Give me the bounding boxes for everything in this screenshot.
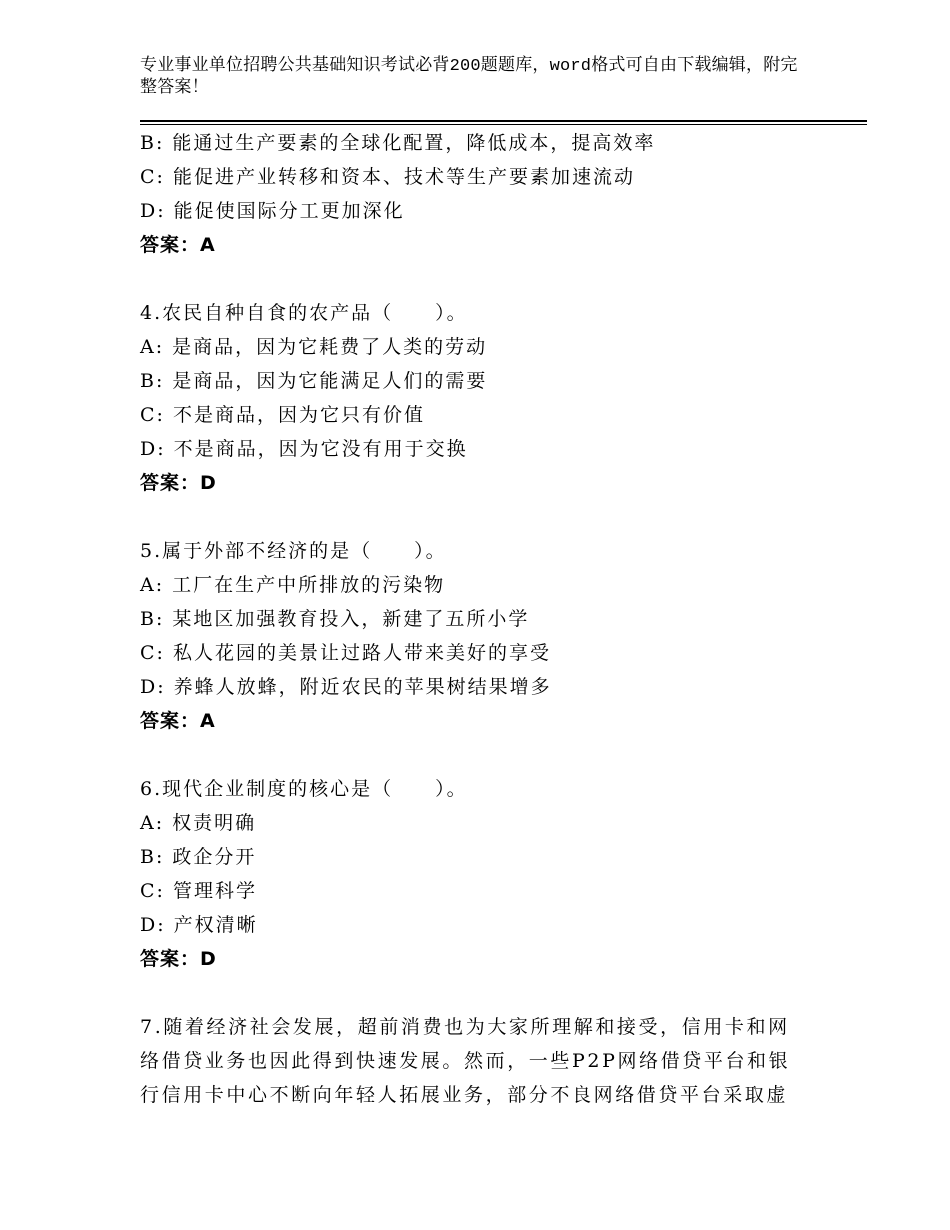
option-c: C: 能促进产业转移和资本、技术等生产要素加速流动 <box>140 166 635 188</box>
answer-label: 答案：A <box>140 710 216 732</box>
question-stem: 7.随着经济社会发展，超前消费也为大家所理解和接受，信用卡和网络借贷业务也因此得到快速发展。然而，一些P2P网络借贷平台和银行信用卡中心不断向年轻人拓展业务，部分不良网络借贷平台采取虚 <box>140 1016 791 1106</box>
option-d: D: 养蜂人放蜂，附近农民的苹果树结果增多 <box>140 676 552 698</box>
option-d: D: 不是商品，因为它没有用于交换 <box>140 438 468 460</box>
option-a: A: 工厂在生产中所排放的污染物 <box>140 574 446 596</box>
answer-label: 答案：D <box>140 948 217 970</box>
answer-label: 答案：D <box>140 472 217 494</box>
option-a: A: 权责明确 <box>140 812 257 834</box>
header-text: 专业事业单位招聘公共基础知识考试必背200题题库，word格式可自由下载编辑，附完整答案！ <box>140 57 798 98</box>
question-7 <box>140 1010 810 1112</box>
question-6 <box>140 772 810 976</box>
spacer <box>140 738 810 772</box>
question-stem: 5.属于外部不经济的是（ ）。 <box>140 540 447 562</box>
header-rule-thick <box>140 120 867 122</box>
option-a: A: 是商品，因为它耗费了人类的劳动 <box>140 336 488 358</box>
option-d: D: 能促使国际分工更加深化 <box>140 200 405 222</box>
option-b: B: 某地区加强教育投入，新建了五所小学 <box>140 608 530 630</box>
option-b: B: 能通过生产要素的全球化配置，降低成本，提高效率 <box>140 132 656 154</box>
answer-label: 答案：A <box>140 234 216 256</box>
option-c: C: 私人花园的美景让过路人带来美好的享受 <box>140 642 551 664</box>
question-stem: 6.现代企业制度的核心是（ ）。 <box>140 778 468 800</box>
option-c: C: 管理科学 <box>140 880 257 902</box>
option-b: B: 政企分开 <box>140 846 257 868</box>
question-stem: 4.农民自种自食的农产品（ ）。 <box>140 302 468 324</box>
spacer <box>140 262 810 296</box>
option-c: C: 不是商品，因为它只有价值 <box>140 404 425 426</box>
document-header <box>140 56 800 100</box>
option-b: B: 是商品，因为它能满足人们的需要 <box>140 370 488 392</box>
option-d: D: 产权清晰 <box>140 914 258 936</box>
question-5 <box>140 534 810 738</box>
question-3-tail <box>140 126 810 262</box>
spacer <box>140 976 810 1010</box>
question-4 <box>140 296 810 500</box>
spacer <box>140 500 810 534</box>
question-list <box>140 126 810 1112</box>
header-rule-thin <box>140 124 867 125</box>
